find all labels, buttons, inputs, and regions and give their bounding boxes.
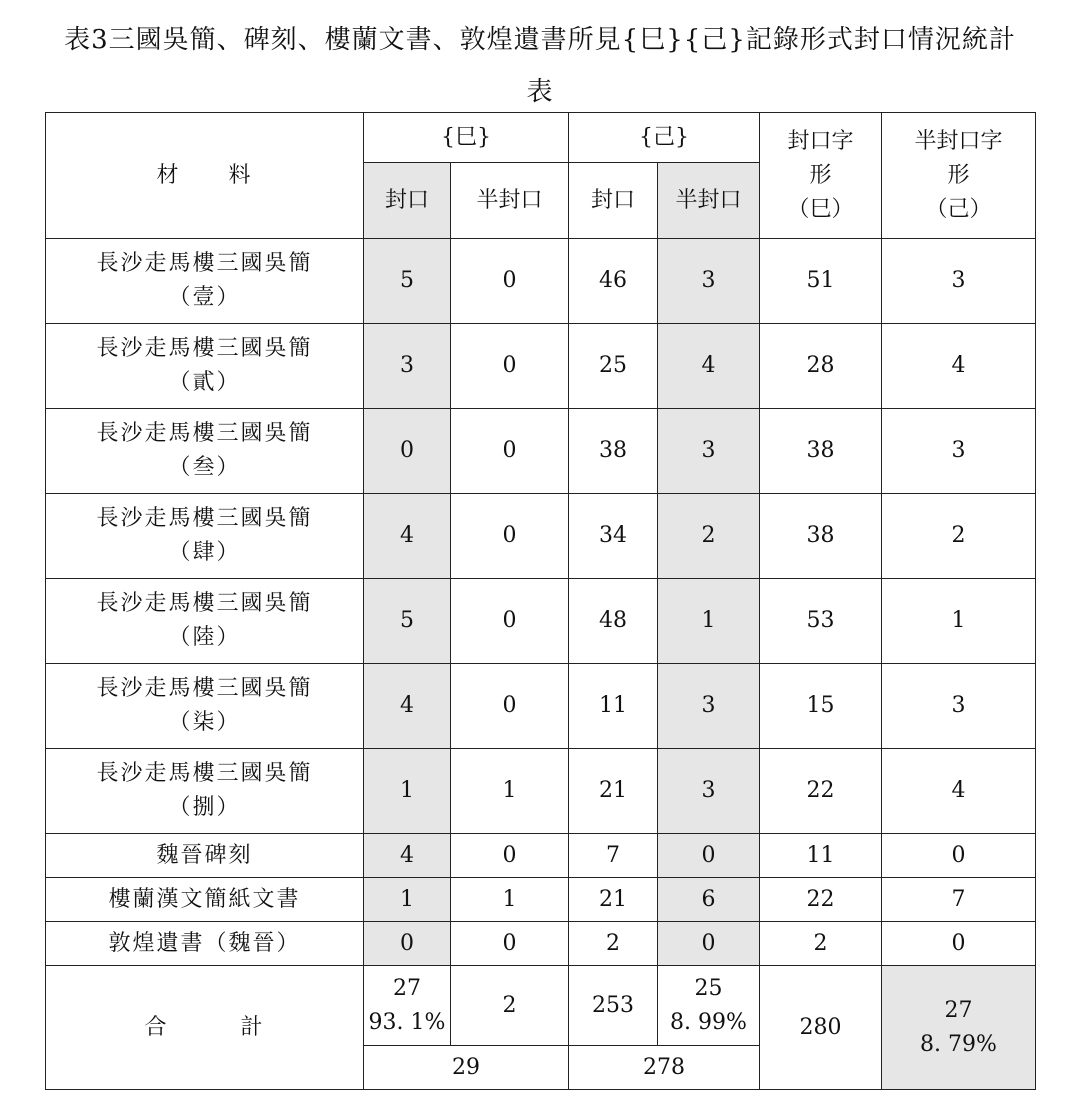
half-closed-form-cell: 3 <box>882 664 1036 749</box>
header-half-closed-form-ji: 半封口字 形 （己） <box>882 113 1036 239</box>
si-closed-cell: 4 <box>364 494 451 579</box>
ji-half-closed-cell: 6 <box>658 878 760 922</box>
closed-form-cell: 51 <box>760 239 882 324</box>
table-row <box>46 922 1036 966</box>
ji-half-closed-cell: 3 <box>658 239 760 324</box>
half-closed-form-cell: 2 <box>882 494 1036 579</box>
si-closed-cell: 0 <box>364 409 451 494</box>
ji-half-closed-cell: 3 <box>658 409 760 494</box>
si-half-closed-cell: 1 <box>451 749 569 834</box>
si-closed-cell: 4 <box>364 834 451 878</box>
si-half-closed-cell: 0 <box>451 664 569 749</box>
half-closed-form-cell: 3 <box>882 239 1036 324</box>
si-half-closed-cell: 1 <box>451 878 569 922</box>
closed-form-cell: 38 <box>760 494 882 579</box>
header-row-1 <box>46 113 1036 163</box>
si-half-closed-cell: 0 <box>451 239 569 324</box>
ji-closed-cell: 46 <box>569 239 658 324</box>
table-body <box>46 113 1036 1090</box>
table-row <box>46 409 1036 494</box>
material-cell: 長沙走馬樓三國吳簡 （柒） <box>46 664 364 749</box>
material-cell: 長沙走馬樓三國吳簡 （捌） <box>46 749 364 834</box>
total-ji-closed: 253 <box>569 966 658 1046</box>
si-closed-cell: 1 <box>364 749 451 834</box>
closed-form-cell: 53 <box>760 579 882 664</box>
ji-half-closed-cell: 4 <box>658 324 760 409</box>
closed-form-cell: 28 <box>760 324 882 409</box>
ji-half-closed-cell: 2 <box>658 494 760 579</box>
header-ji-half-closed: 半封口 <box>658 163 760 239</box>
closed-form-cell: 38 <box>760 409 882 494</box>
ji-closed-cell: 38 <box>569 409 658 494</box>
header-group-ji: {己} <box>569 113 760 163</box>
subtotal-ji: 278 <box>569 1046 760 1090</box>
si-closed-cell: 0 <box>364 922 451 966</box>
si-half-closed-cell: 0 <box>451 579 569 664</box>
half-closed-form-cell: 0 <box>882 922 1036 966</box>
si-closed-cell: 3 <box>364 324 451 409</box>
total-half-closed-form: 27 8. 79% <box>882 966 1036 1090</box>
statistics-table <box>45 112 1036 1090</box>
closed-form-cell: 11 <box>760 834 882 878</box>
table-row <box>46 579 1036 664</box>
si-closed-cell: 5 <box>364 239 451 324</box>
material-cell: 長沙走馬樓三國吳簡 （壹） <box>46 239 364 324</box>
si-half-closed-cell: 0 <box>451 409 569 494</box>
ji-closed-cell: 2 <box>569 922 658 966</box>
material-cell: 樓蘭漢文簡紙文書 <box>46 878 364 922</box>
si-half-closed-cell: 0 <box>451 834 569 878</box>
ji-closed-cell: 21 <box>569 878 658 922</box>
ji-closed-cell: 48 <box>569 579 658 664</box>
table-row <box>46 239 1036 324</box>
total-closed-form: 280 <box>760 966 882 1090</box>
material-cell: 長沙走馬樓三國吳簡 （肆） <box>46 494 364 579</box>
material-cell: 敦煌遺書（魏晉） <box>46 922 364 966</box>
si-closed-cell: 5 <box>364 579 451 664</box>
material-cell: 長沙走馬樓三國吳簡 （貳） <box>46 324 364 409</box>
total-ji-half-closed: 25 8. 99% <box>658 966 760 1046</box>
half-closed-form-cell: 4 <box>882 324 1036 409</box>
header-group-si: {巳} <box>364 113 569 163</box>
header-ji-closed: 封口 <box>569 163 658 239</box>
header-si-half-closed: 半封口 <box>451 163 569 239</box>
ji-half-closed-cell: 3 <box>658 749 760 834</box>
ji-half-closed-cell: 0 <box>658 834 760 878</box>
total-row <box>46 966 1036 1046</box>
ji-half-closed-cell: 3 <box>658 664 760 749</box>
material-cell: 長沙走馬樓三國吳簡 （叁） <box>46 409 364 494</box>
ji-half-closed-cell: 0 <box>658 922 760 966</box>
si-closed-cell: 1 <box>364 878 451 922</box>
table-row <box>46 834 1036 878</box>
total-si-closed: 27 93. 1% <box>364 966 451 1046</box>
closed-form-cell: 15 <box>760 664 882 749</box>
total-si-half-closed: 2 <box>451 966 569 1046</box>
ji-closed-cell: 25 <box>569 324 658 409</box>
half-closed-form-cell: 1 <box>882 579 1036 664</box>
table-row <box>46 749 1036 834</box>
closed-form-cell: 22 <box>760 878 882 922</box>
caption-line-2: 表 <box>526 77 554 107</box>
table-row <box>46 324 1036 409</box>
si-half-closed-cell: 0 <box>451 922 569 966</box>
si-half-closed-cell: 0 <box>451 324 569 409</box>
half-closed-form-cell: 3 <box>882 409 1036 494</box>
ji-closed-cell: 21 <box>569 749 658 834</box>
ji-half-closed-cell: 1 <box>658 579 760 664</box>
table-caption <box>0 14 1080 118</box>
ji-closed-cell: 34 <box>569 494 658 579</box>
half-closed-form-cell: 4 <box>882 749 1036 834</box>
table-row <box>46 494 1036 579</box>
half-closed-form-cell: 7 <box>882 878 1036 922</box>
header-closed-form-si: 封口字 形 （巳） <box>760 113 882 239</box>
total-label: 合 計 <box>46 966 364 1090</box>
header-material: 材 料 <box>46 113 364 239</box>
closed-form-cell: 2 <box>760 922 882 966</box>
ji-closed-cell: 7 <box>569 834 658 878</box>
si-closed-cell: 4 <box>364 664 451 749</box>
subtotal-si: 29 <box>364 1046 569 1090</box>
table-row <box>46 878 1036 922</box>
material-cell: 長沙走馬樓三國吳簡 （陸） <box>46 579 364 664</box>
si-half-closed-cell: 0 <box>451 494 569 579</box>
material-cell: 魏晉碑刻 <box>46 834 364 878</box>
header-si-closed: 封口 <box>364 163 451 239</box>
ji-closed-cell: 11 <box>569 664 658 749</box>
closed-form-cell: 22 <box>760 749 882 834</box>
half-closed-form-cell: 0 <box>882 834 1036 878</box>
table-row <box>46 664 1036 749</box>
caption-line-1: 表3三國吳簡、碑刻、樓蘭文書、敦煌遺書所見{巳}{己}記錄形式封口情況統計 <box>64 25 1016 55</box>
